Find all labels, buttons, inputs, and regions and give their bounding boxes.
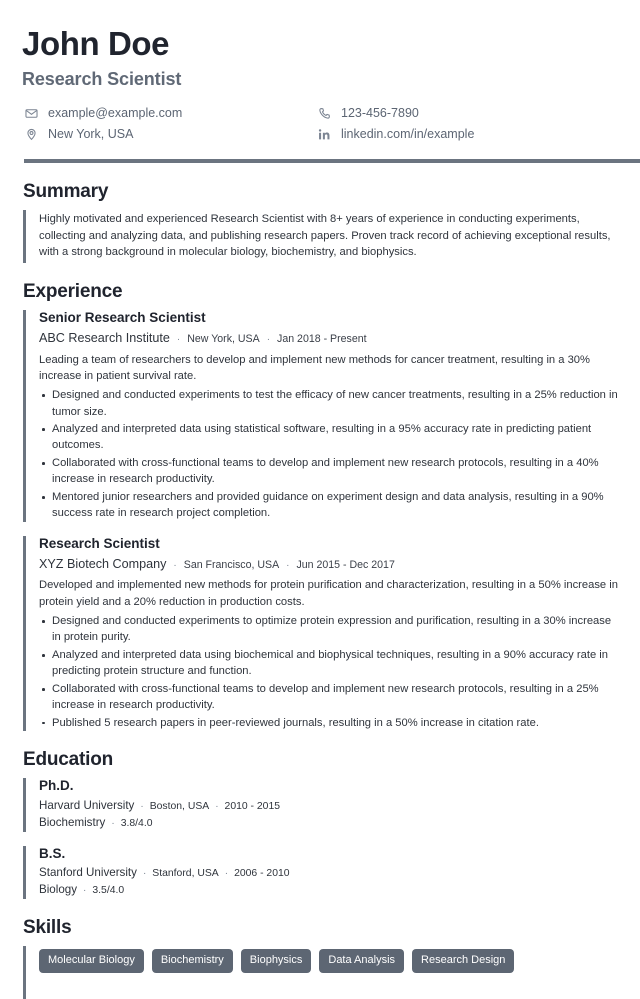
experience-bullet: Mentored junior researchers and provided guidance on experiment design and data analysis, resulting in a 90% success rate in research project completion. [39, 489, 618, 521]
education-location: Stanford, USA [152, 868, 219, 880]
experience-bullet-list [39, 387, 618, 521]
experience-bullet: Collaborated with cross-functional teams to develop and implement new research protocols, resulting in a 25% increase in research productivity. [39, 681, 618, 713]
section-title-education: Education [23, 749, 114, 771]
experience-bullet-list [39, 613, 618, 731]
section-title-skills: Skills [23, 917, 72, 939]
contact-location [25, 125, 315, 143]
experience-organization: XYZ Biotech Company [39, 556, 167, 571]
education-field-line [39, 882, 618, 899]
section-title-summary: Summary [23, 181, 109, 203]
meta-separator: · [142, 868, 147, 880]
education-degree: Ph.D. [39, 778, 74, 794]
education-field-line [39, 815, 618, 832]
experience-organization: ABC Research Institute [39, 330, 170, 345]
section-experience [22, 281, 618, 731]
meta-separator: · [266, 333, 271, 345]
header-divider [24, 159, 640, 163]
skill-tag: Research Design [412, 949, 514, 973]
section-education [22, 749, 618, 899]
experience-meta [39, 330, 618, 347]
meta-separator: · [286, 559, 290, 571]
candidate-name: John Doe [22, 25, 170, 62]
education-entry [23, 778, 618, 831]
summary-body [23, 210, 618, 263]
contact-column-left [22, 104, 315, 143]
experience-location: New York, USA [187, 332, 260, 345]
education-field: Biochemistry [39, 815, 106, 829]
experience-dates: Jun 2015 - Dec 2017 [296, 558, 395, 571]
contact-phone-text: 123-456-7890 [341, 105, 419, 120]
education-degree: B.S. [39, 845, 66, 861]
experience-description: Developed and implemented new methods for protein purification and characterization, resulting in a 50% increase in protein yield and a 20% reduction in production costs. [39, 579, 618, 608]
contact-location-text: New York, USA [48, 127, 134, 142]
experience-bullet: Analyzed and interpreted data using biochemical and biophysical techniques, resulting in a 90% accuracy rate in predicting protein structure and function. [39, 647, 618, 679]
experience-bullet: Published 5 research papers in peer-reviewed journals, resulting in a 50% increase in citation rate. [39, 715, 618, 731]
meta-separator: · [83, 885, 87, 897]
experience-role: Senior Research Scientist [39, 309, 206, 325]
experience-entry [23, 536, 618, 731]
experience-bullet: Analyzed and interpreted data using statistical software, resulting in a 95% accuracy rate in predicting patient outcomes. [39, 421, 618, 453]
skill-tag: Biophysics [241, 949, 312, 973]
experience-bullet: Collaborated with cross-functional teams to develop and implement new research protocols, resulting in a 40% increase in research productivity. [39, 455, 618, 487]
education-field: Biology [39, 883, 78, 897]
education-location: Boston, USA [149, 800, 210, 812]
summary-text: Highly motivated and experienced Research Scientist with 8+ years of experience in conducting experiments, collecting and analyzing data, and publishing research papers. Proven track record of achieving exceptional results, with a strong background in molecular biology, biochemistry, and biophysics. [39, 213, 611, 259]
section-title-experience: Experience [23, 280, 123, 302]
meta-separator: · [215, 800, 219, 812]
experience-meta [39, 556, 618, 573]
linkedin-icon [318, 128, 331, 141]
education-dates: 2006 - 2010 [234, 868, 290, 880]
contact-email[interactable] [25, 104, 315, 122]
section-skills [22, 917, 618, 999]
candidate-headline: Research Scientist [22, 68, 182, 89]
contact-linkedin-text: linkedin.com/in/example [341, 127, 475, 142]
experience-bullet: Designed and conducted experiments to optimize protein expression and purification, resulting in a 30% increase in protein purity. [39, 613, 618, 645]
envelope-icon [25, 107, 38, 120]
education-institution: Stanford University [39, 866, 137, 880]
meta-separator: · [140, 800, 144, 812]
experience-bullet: Designed and conducted experiments to test the efficacy of new cancer treatments, resulting in a 25% reduction in tumor size. [39, 387, 618, 419]
contact-phone[interactable] [318, 104, 474, 122]
section-summary [22, 181, 618, 263]
experience-dates: Jan 2018 - Present [277, 332, 367, 345]
meta-separator: · [111, 817, 115, 829]
contact-linkedin[interactable] [318, 125, 474, 143]
meta-separator: · [224, 868, 229, 880]
skills-body [23, 946, 618, 999]
education-meta [39, 865, 618, 882]
education-gpa: 3.5/4.0 [92, 885, 125, 897]
meta-separator: · [176, 333, 181, 345]
skill-tag: Data Analysis [319, 949, 404, 973]
location-pin-icon [25, 128, 38, 141]
experience-description: Leading a team of researchers to develop and implement new methods for cancer treatment, resulting in a 30% increase in patient survival rate. [39, 353, 590, 382]
experience-location: San Francisco, USA [183, 558, 280, 571]
contact-info [22, 104, 618, 143]
education-meta [39, 798, 618, 815]
experience-role: Research Scientist [39, 535, 160, 551]
meta-separator: · [173, 559, 177, 571]
education-entry [23, 846, 618, 899]
education-gpa: 3.8/4.0 [120, 817, 153, 829]
skill-tag: Molecular Biology [39, 949, 144, 973]
skills-list [39, 946, 618, 999]
phone-icon [318, 107, 331, 120]
education-dates: 2010 - 2015 [224, 800, 281, 812]
resume-header [22, 26, 618, 163]
contact-email-text: example@example.com [48, 105, 183, 120]
skill-tag: Biochemistry [152, 949, 233, 973]
education-institution: Harvard University [39, 798, 135, 812]
experience-entry [23, 310, 618, 522]
contact-column-right [315, 104, 474, 143]
